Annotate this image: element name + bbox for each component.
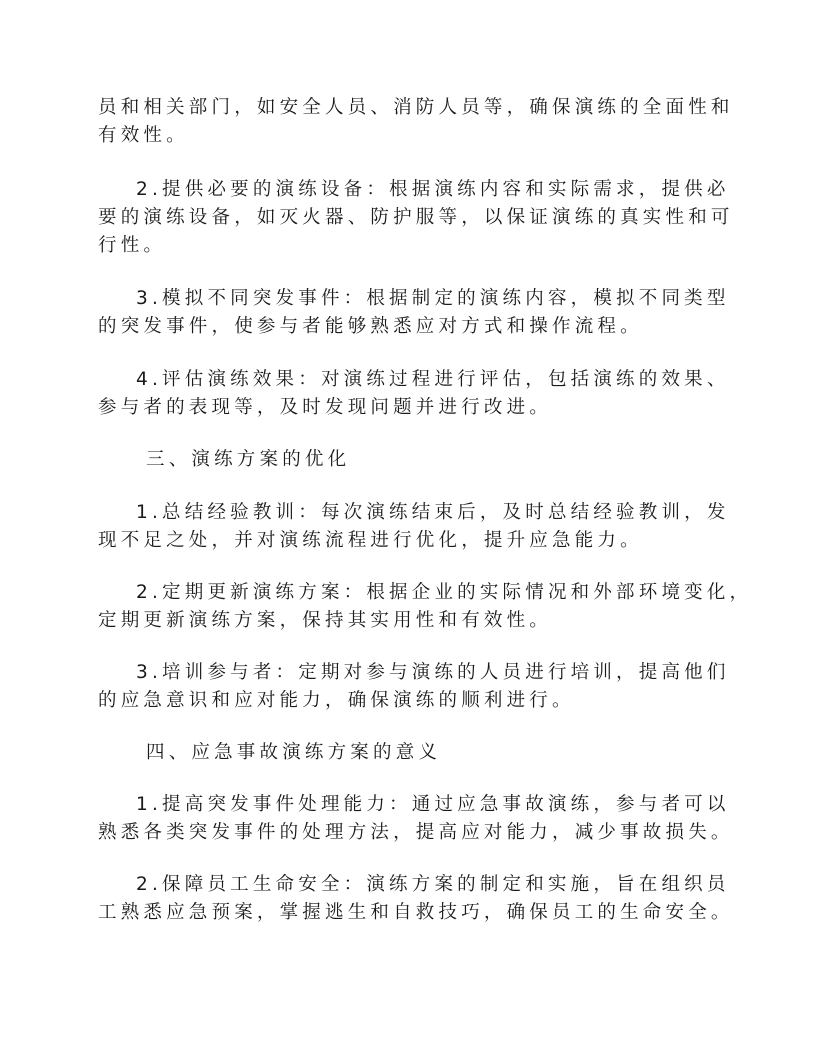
text-line: 现不足之处，并对演练流程进行优化，提升应急能力。 (98, 530, 643, 551)
section-heading: 三、演练方案的优化 (146, 449, 351, 470)
text-line: 员和相关部门，如安全人员、消防人员等，确保演练的全面性和 (98, 97, 734, 118)
section-heading: 四、应急事故演练方案的意义 (146, 742, 442, 763)
text-line: 的应急意识和应对能力，确保演练的顺利进行。 (98, 690, 575, 711)
text-line: 2.提供必要的演练设备：根据演练内容和实际需求，提供必 (136, 179, 730, 200)
text-line: 4.评估演练效果：对演练过程进行评估，包括演练的效果、 (136, 369, 730, 390)
text-line: 要的演练设备，如灭火器、防护服等，以保证演练的真实性和可 (98, 207, 734, 228)
text-line: 1.提高突发事件处理能力：通过应急事故演练，参与者可以 (136, 794, 730, 815)
text-line: 工熟悉应急预案，掌握逃生和自救技巧，确保员工的生命安全。 (98, 902, 734, 923)
text-line: 3.模拟不同突发事件：根据制定的演练内容，模拟不同类型 (136, 288, 730, 309)
text-line: 2.定期更新演练方案：根据企业的实际情况和外部环境变化， (136, 582, 753, 603)
text-line: 的突发事件，使参与者能够熟悉应对方式和操作流程。 (98, 316, 643, 337)
text-line: 参与者的表现等，及时发现问题并进行改进。 (98, 397, 553, 418)
text-line: 有效性。 (98, 125, 189, 146)
text-line: 1.总结经验教训：每次演练结束后，及时总结经验教训，发 (136, 502, 730, 523)
text-line: 熟悉各类突发事件的处理方法，提高应对能力，减少事故损失。 (98, 822, 734, 843)
text-line: 定期更新演练方案，保持其实用性和有效性。 (98, 610, 553, 631)
text-line: 2.保障员工生命安全：演练方案的制定和实施，旨在组织员 (136, 874, 730, 895)
text-line: 行性。 (98, 235, 167, 256)
text-line: 3.培训参与者：定期对参与演练的人员进行培训，提高他们 (136, 662, 730, 683)
